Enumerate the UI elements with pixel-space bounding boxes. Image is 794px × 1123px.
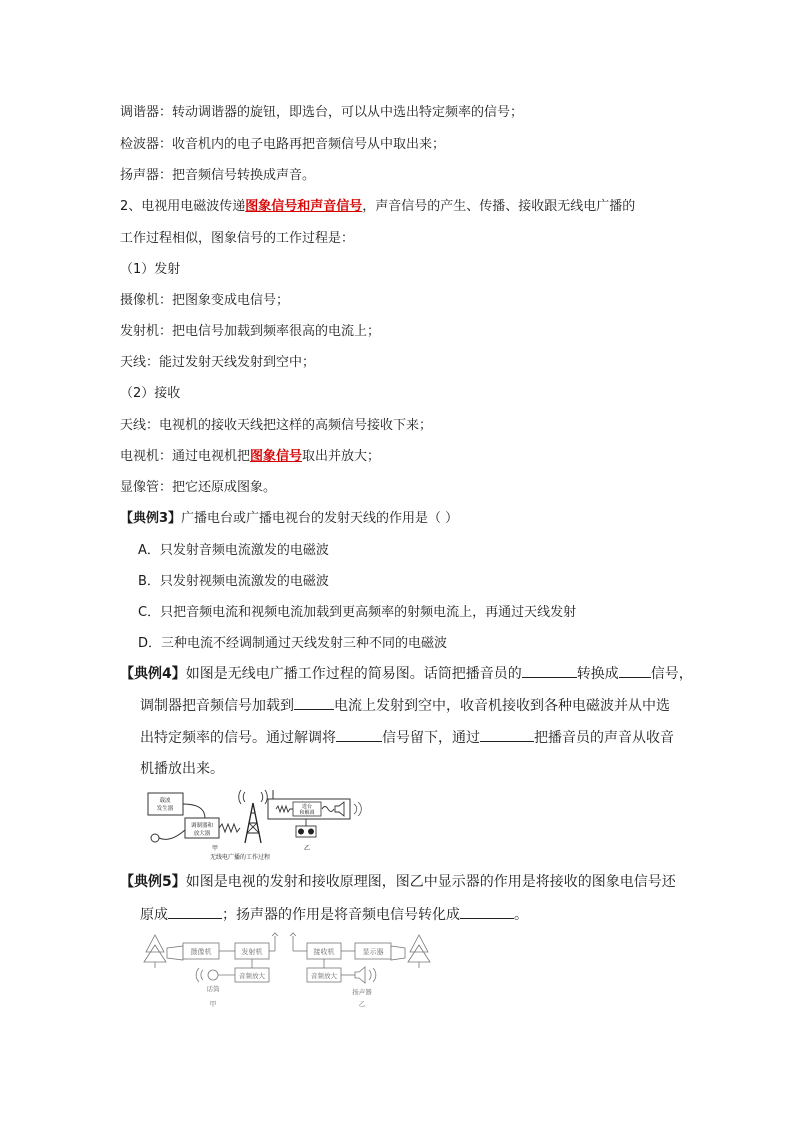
transmit-item-transmitter: 发射机：把电信号加载到频率很高的电流上； [120, 324, 381, 339]
speaker-label: 扬声器 [352, 988, 372, 996]
transmit-item-camera: 摄像机：把图象变成电信号； [120, 293, 290, 308]
example5-blank-2[interactable] [460, 906, 514, 919]
receiver-label: 接收机 [313, 948, 335, 956]
example5-line1 [120, 874, 676, 890]
output-unit-right-icon [308, 829, 314, 835]
display-view-cone [391, 946, 405, 960]
example4-text-f: 出特定频率的信号。通过解调将 [140, 730, 336, 746]
example5-text-a: 如图是电视的发射和接收原理图，图乙中显示器的作用是将接收的图象电信号还 [185, 874, 676, 890]
speaker-icon [355, 967, 365, 983]
microphone-wire [159, 830, 185, 839]
oscillator-wire [183, 804, 205, 818]
section2-line1 [120, 199, 635, 215]
example3-option-d: D．三种电流不经调制通过天线发射三种不同的电磁波 [138, 636, 448, 651]
example3-question-line [120, 511, 458, 527]
section2-suffix: ，声音信号的产生、传播、接收跟无线电广播的 [362, 199, 636, 214]
example4-line4: 机播放出来。 [140, 761, 224, 777]
modulated-wave [219, 824, 240, 832]
modulator-label-1: 调制器和 [190, 823, 214, 829]
section2-line2: 工作过程相似，图象信号的工作过程是： [120, 231, 355, 246]
transmit-item-antenna: 天线：能过发射天线发射到空中； [120, 355, 316, 370]
receive-item-tv-prefix: 电视机：通过电视机把 [120, 449, 251, 464]
transmitting-tower-icon [239, 790, 268, 843]
fig4-label-yi: 乙 [303, 845, 311, 852]
microphone-icon [151, 834, 159, 842]
example4-blank-2[interactable] [619, 665, 651, 678]
mic-label: 话筒 [206, 985, 220, 993]
example4-blank-3[interactable] [294, 697, 334, 710]
example4-text-a: 如图是无线电广播工作过程的简易图。话筒把播音员的 [185, 666, 522, 682]
carrier-oscillator-label-2: 发生器 [156, 806, 174, 812]
intro-line-tuner: 调谐器：转动调谐器的旋钮，即选台，可以从中选出特定频率的信号； [120, 105, 524, 120]
section2-prefix: 2、电视用电磁波传递 [120, 199, 246, 214]
example4-blank-5[interactable] [480, 729, 534, 742]
left-tree-icon [144, 935, 166, 968]
intro-line-detector: 检波器：收音机内的电子电路再把音频信号从中取出来； [120, 137, 446, 152]
example4-text-c: 信号， [650, 666, 693, 682]
example4-text-g: 信号留下，通过 [382, 730, 480, 746]
sound-waves-icon [354, 802, 361, 816]
example5-text-b: 原成 [140, 907, 168, 923]
example3-option-c: C．只把音频电流和视频电流加载到更高频率的射频电流上，再通过天线发射 [138, 605, 577, 620]
tuner-label-2: 和解调 [299, 810, 315, 816]
example5-text-c: ；扬声器的作用是将音频电信号转化成 [222, 907, 460, 923]
receive-item-antenna: 天线：电视机的接收天线把这样的高频信号接收下来； [120, 418, 433, 433]
modulator-label-2: 放大器 [193, 831, 211, 837]
example4-text-d: 调制器把音频信号加载到 [140, 698, 294, 714]
example4-line1 [120, 665, 693, 682]
section2-highlight: 图象信号和声音信号 [245, 199, 363, 214]
example5-label: 【典例5】 [120, 874, 186, 890]
receive-item-tv [120, 449, 380, 465]
output-unit-left-icon [298, 829, 304, 835]
fig4-label-jia: 甲 [211, 845, 219, 852]
example4-blank-4[interactable] [336, 729, 382, 742]
mic-sound-waves-icon [196, 968, 203, 982]
camera-label: 摄像机 [190, 948, 212, 956]
receive-heading: （2）接收 [120, 386, 181, 401]
display-label: 显示器 [362, 948, 384, 956]
transmit-heading: （1）发射 [120, 262, 181, 277]
example3-option-b: B．只发射视频电流激发的电磁波 [138, 574, 329, 589]
audio-amp-label: 音频放大 [239, 972, 265, 980]
receiver-antenna-top [290, 933, 296, 936]
receive-item-crt: 显像管：把它还原成图象。 [120, 480, 277, 495]
tv-transmission-figure [143, 930, 433, 1012]
example5-blank-1[interactable] [168, 906, 222, 919]
carrier-oscillator-label-1: 载波 [159, 798, 171, 804]
example4-line3 [140, 729, 674, 746]
fig4-caption: 无线电广播的工作过程 [209, 854, 271, 861]
example3-option-a: A．只发射音频电流激发的电磁波 [138, 543, 329, 558]
example4-line2 [140, 697, 670, 714]
receive-item-tv-highlight: 图象信号 [250, 449, 303, 464]
example5-line2 [140, 906, 528, 923]
audio-amp2-label: 音频放大 [311, 972, 337, 980]
example4-label: 【典例4】 [120, 666, 186, 682]
camera-view-cone [167, 946, 183, 960]
transmitter-label: 发射机 [241, 948, 263, 956]
example3-question: 广播电台或广播电视台的发射天线的作用是（ ） [181, 511, 459, 526]
right-tree-icon [408, 935, 430, 968]
receive-item-tv-suffix: 取出并放大； [302, 449, 381, 464]
example4-text-h: 把播音员的声音从收音 [534, 730, 674, 746]
transmitter-antenna-top [272, 933, 278, 936]
speaker-sound-waves-icon [369, 968, 376, 982]
example4-text-b: 转换成 [576, 666, 619, 682]
tuner-label-1: 选台 [301, 804, 313, 810]
radio-broadcast-figure [145, 788, 370, 866]
example4-text-e: 电流上发射到空中，收音机接收到各种电磁波并从中选 [334, 698, 670, 714]
fig5-label-jia: 甲 [209, 1000, 217, 1008]
example3-label: 【典例3】 [120, 511, 182, 526]
mic-icon [208, 970, 218, 980]
example5-text-d: 。 [514, 907, 528, 923]
fig5-label-yi: 乙 [358, 1000, 366, 1008]
intro-line-speaker: 扬声器：把音频信号转换成声音。 [120, 168, 316, 183]
example4-blank-1[interactable] [522, 665, 577, 678]
